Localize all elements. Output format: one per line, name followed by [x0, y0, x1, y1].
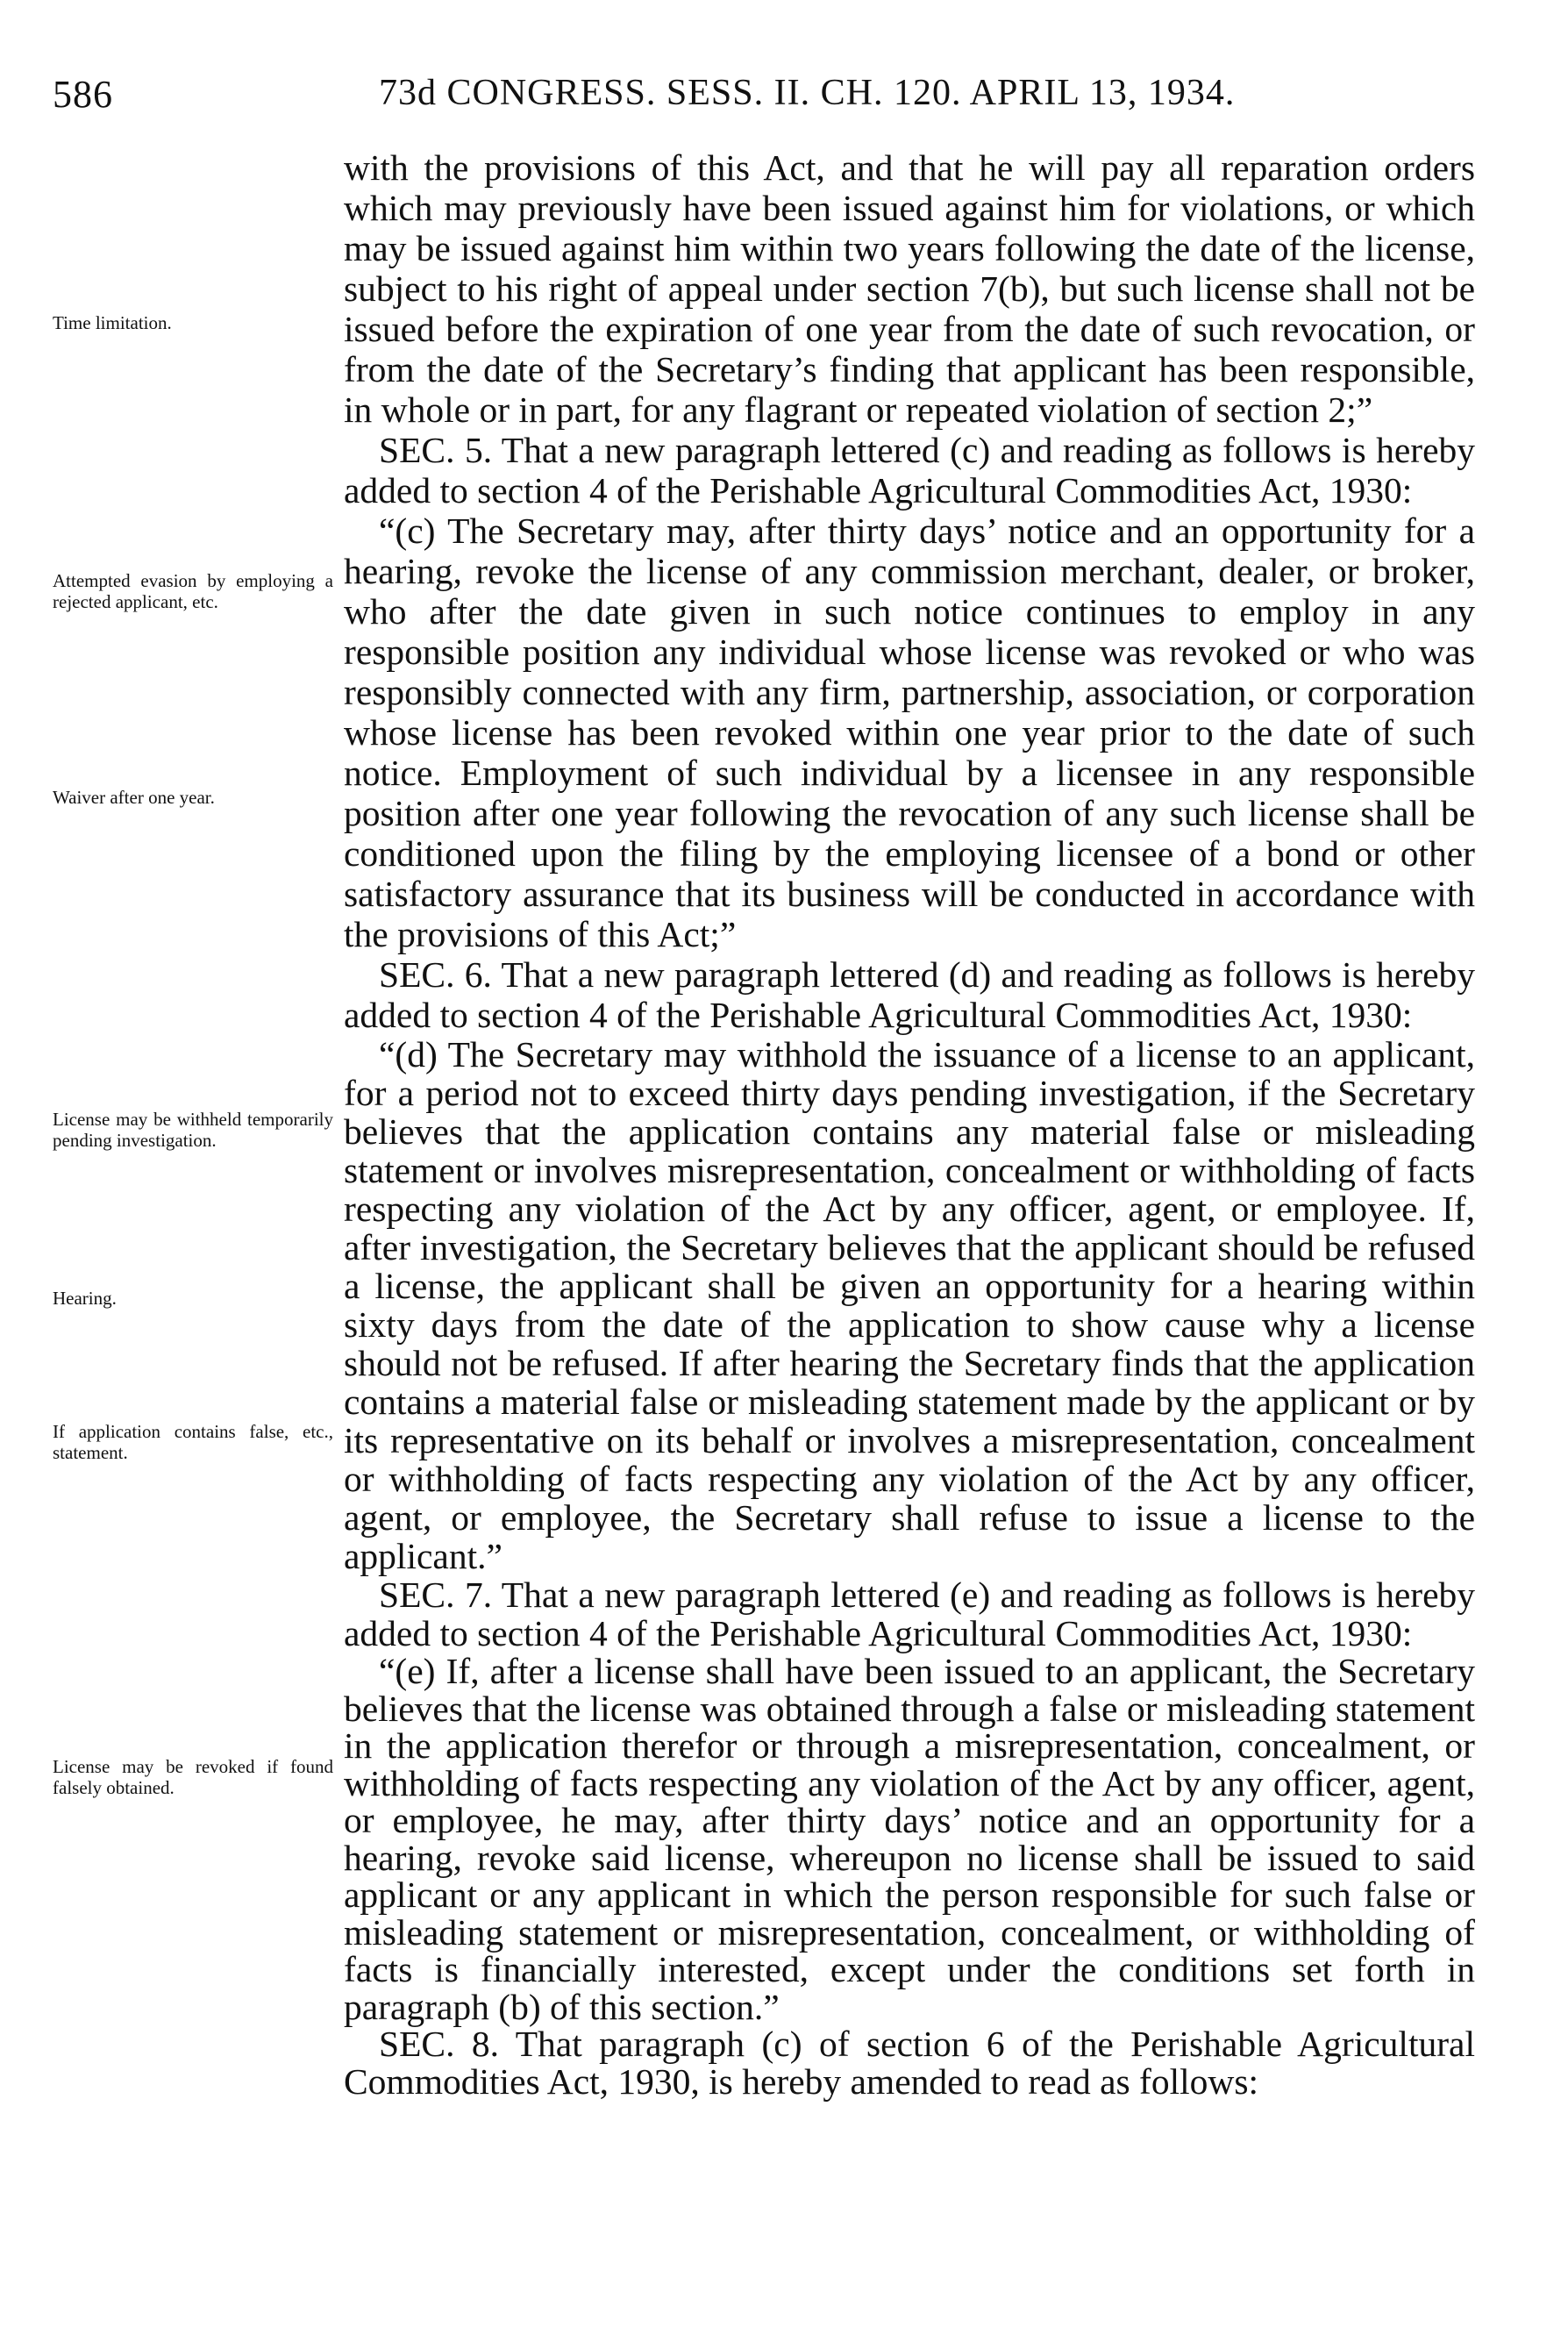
paragraph-sec-5: SEC. 5. That a new paragraph lettered (c) and reading as follows is hereby added to section 4 of the Perishable Agricultural Commodities Act, 1930:: [344, 430, 1475, 510]
margin-note-hearing: Hearing.: [53, 1288, 117, 1309]
paragraph-sec-7: SEC. 7. That a new paragraph lettered (e) and reading as follows is hereby added to section 4 of the Perishable Agricultural Commodities Act, 1930:: [344, 1574, 1475, 1653]
paragraph-sec-7-e: “(e) If, after a license shall have been issued to an applicant, the Secretary believes that the license was obtained through a false or misleading statement in the application therefor or through a misrepresentation, concealment, or withholding of facts respecting any violation of the Act by any officer, agent, or employee, he may, after thirty days’ notice and an opportunity for a hearing, revoke said license, whereupon no license shall be issued to said applicant or any applicant in which the person responsible for such false or misleading statement or misrepresentation, concealment, or withholding of facts is financially interested, except under the conditions set forth in paragraph (b) of this section.”: [344, 1651, 1475, 2027]
margin-note-false-statement: If application contains false, etc., statement.: [53, 1421, 333, 1463]
statute-body: [344, 147, 1475, 2100]
paragraph-continuation: with the provisions of this Act, and that he will pay all reparation orders which may previously have been issued against him for violations, or which may be issued against him within two years following the date of the license, subject to his right of appeal under section 7(b), but such license shall not be issued before the expiration of one year from the date of such revocation, or from the date of the Secretary’s finding that applicant has been responsible, in whole or in part, for any flagrant or repeated violation of section 2;”: [344, 147, 1475, 430]
paragraph-sec-6: SEC. 6. That a new paragraph lettered (d) and reading as follows is hereby added to section 4 of the Perishable Agricultural Commodities Act, 1930:: [344, 954, 1475, 1035]
margin-note-license-revoked: License may be revoked if found falsely obtained.: [53, 1756, 333, 1798]
paragraph-sec-5-c: “(c) The Secretary may, after thirty days’ notice and an opportunity for a hearing, revoke the license of any commission merchant, dealer, or broker, who after the date given in such notice continues to employ in any responsible position any individual whose license was revoked or who was responsibly connected with any firm, partnership, association, or corporation whose license has been revoked within one year prior to the date of such notice. Employment of such individual by a licensee in any responsible position after one year following the revocation of any such license shall be conditioned upon the filing by the employing licensee of a bond or other satisfactory assurance that its business will be conducted in accordance with the provisions of this Act;”: [344, 510, 1475, 954]
margin-note-time-limitation: Time limitation.: [53, 312, 172, 333]
running-head: 73d CONGRESS. SESS. II. CH. 120. APRIL 13, 1934.: [379, 73, 1236, 113]
page-number: 586: [53, 73, 113, 116]
margin-note-attempted-evasion: Attempted evasion by employing a rejected applicant, etc.: [53, 570, 333, 612]
page-header: [53, 72, 1473, 125]
paragraph-sec-6-d: “(d) The Secretary may withhold the issuance of a license to an applicant, for a period not to exceed thirty days pending investigation, if the Secretary believes that the application contains any material false or misleading statement or involves misrepresentation, concealment or withholding of facts respecting any violation of the Act by any officer, agent, or employee. If, after investigation, the Secretary believes that the applicant should be refused a license, the applicant shall be given an opportunity for a hearing within sixty days from the date of the application to show cause why a license should not be refused. If after hearing the Secretary finds that the application contains a material false or misleading statement made by the applicant or by its representative on its behalf or involves a misrepresentation, concealment or withholding of facts respecting any violation of the Act by any officer, agent, or employee, the Secretary shall refuse to issue a license to the applicant.”: [344, 1034, 1475, 1576]
margin-note-license-withheld: License may be withheld temporarily pending investigation.: [53, 1109, 333, 1151]
paragraph-sec-8: SEC. 8. That paragraph (c) of section 6 of the Perishable Agricultural Commodities Act, 1930, is hereby amended to read as follows:: [344, 2024, 1475, 2102]
margin-note-waiver: Waiver after one year.: [53, 787, 215, 808]
